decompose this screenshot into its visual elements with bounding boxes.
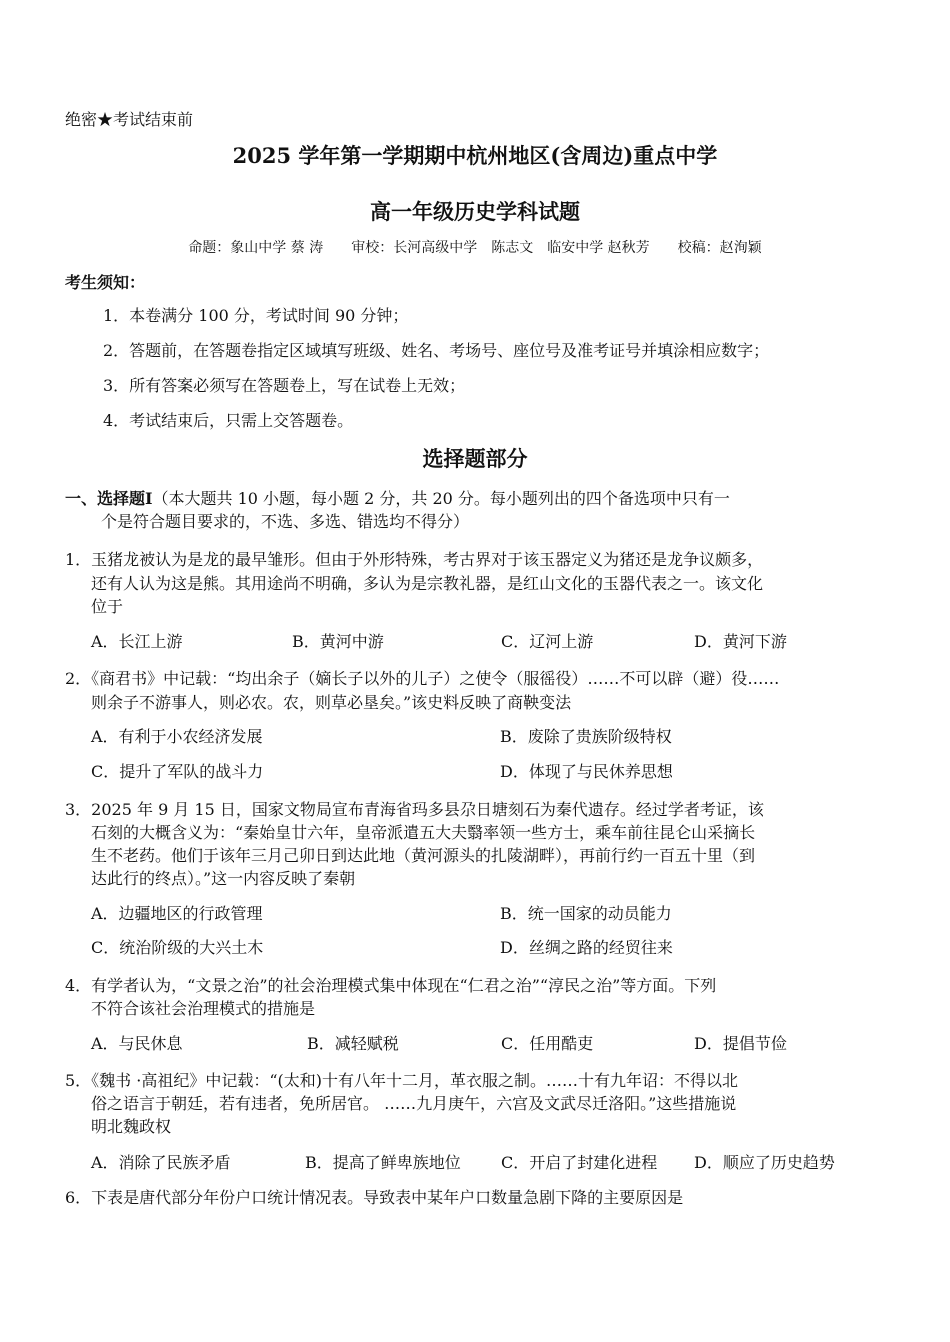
question-2-option-d: D．体现了与民休养思想 [500, 762, 673, 781]
notice-rule: 4．考试结束后，只需上交答题卷。 [103, 411, 354, 430]
question-1-option-c: C．辽河上游 [501, 632, 594, 651]
question-2-option-c: C．提升了军队的战斗力 [91, 762, 264, 781]
question-4-option-b: B．减轻赋税 [307, 1034, 399, 1053]
question-2-option-a: A．有利于小农经济发展 [91, 727, 263, 746]
part-desc-line2: 个是符合题目要求的，不选、多选、错选均不得分） [101, 512, 470, 531]
question-3-option-a: A．边疆地区的行政管理 [91, 904, 263, 923]
part-label: 一、选择题Ⅰ [65, 489, 153, 508]
question-1-option-d: D．黄河下游 [694, 632, 787, 651]
notice-rule: 1．本卷满分 100 分，考试时间 90 分钟； [103, 306, 409, 325]
question-5-option-c: C．开启了封建化进程 [501, 1153, 658, 1172]
question-5-line: 明北魏政权 [91, 1117, 172, 1136]
question-6-line: 6．下表是唐代部分年份户口统计情况表。导致表中某年户口数量急剧下降的主要原因是 [65, 1188, 684, 1207]
question-5-option-a: A．消除了民族矛盾 [91, 1153, 231, 1172]
question-2-line: 则余子不游事人，则必农。农，则草必垦矣。”该史料反映了商鞅变法 [91, 693, 572, 712]
question-3-line: 3．2025 年 9 月 15 日，国家文物局宣布青海省玛多县尕日塘刻石为秦代遗存。经过学者考证，该 [65, 800, 764, 819]
question-1-line: 位于 [91, 597, 124, 616]
question-3-line: 生不老药。他们于该年三月己卯日到达此地（黄河源头的扎陵湖畔），再前行约一百五十里（到 [91, 846, 756, 865]
question-4-line: 不符合该社会治理模式的措施是 [91, 999, 316, 1018]
question-5-line: 5．《魏书 ·高祖纪》中记载：“(太和)十有八年十二月，革衣服之制。……十有九年诏：不得以北 [65, 1071, 739, 1090]
question-1-option-a: A．长江上游 [91, 632, 183, 651]
part-desc: （本大题共 10 小题，每小题 2 分，共 20 分。每小题列出的四个备选项中只有一 [152, 489, 730, 508]
question-4-option-d: D．提倡节俭 [694, 1034, 787, 1053]
question-4-option-c: C．任用酷吏 [501, 1034, 594, 1053]
question-3-option-c: C．统治阶级的大兴土木 [91, 938, 264, 957]
question-1-line: 1．玉猪龙被认为是龙的最早雏形。但由于外形特殊，考古界对于该玉器定义为猪还是龙争议颇多， [65, 550, 764, 569]
notice-heading: 考生须知： [65, 273, 146, 292]
part-heading [65, 486, 730, 509]
notice-rule: 3．所有答案必须写在答题卷上，写在试卷上无效； [103, 376, 466, 395]
confidential-mark: 绝密★考试结束前 [65, 110, 194, 129]
question-1-option-b: B．黄河中游 [292, 632, 384, 651]
question-3-line: 达此行的终点）。”这一内容反映了秦朝 [91, 869, 356, 888]
question-3-option-b: B．统一国家的动员能力 [500, 904, 672, 923]
question-3-line: 石刻的大概含义为：“秦始皇廿六年，皇帝派遣五大夫翳率领一些方士，乘车前往昆仑山采摘长 [91, 823, 756, 842]
credits-line: 命题：象山中学 蔡 涛 审校：长河高级中学 陈志文 临安中学 赵秋芳 校稿：赵洵颖 [188, 240, 762, 256]
question-1-line: 还有人认为这是熊。其用途尚不明确，多认为是宗教礼器，是红山文化的玉器代表之一。该文化 [91, 574, 764, 593]
question-5-line: 俗之语言于朝廷，若有违者，免所居官。 ……九月庚午，六宫及文武尽迁洛阳。”这些措施说 [91, 1094, 737, 1113]
question-3-option-d: D．丝绸之路的经贸往来 [500, 938, 673, 957]
question-5-option-b: B．提高了鲜卑族地位 [305, 1153, 461, 1172]
question-4-option-a: A．与民休息 [91, 1034, 183, 1053]
exam-subtitle: 高一年级历史学科试题 [370, 199, 580, 224]
question-4-line: 4．有学者认为，“文景之治”的社会治理模式集中体现在“仁君之治”“淳民之治”等方面。下列 [65, 976, 717, 995]
section-title: 选择题部分 [422, 446, 528, 471]
notice-rule: 2．答题前，在答题卷指定区域填写班级、姓名、考场号、座位号及准考证号并填涂相应数字； [103, 341, 770, 360]
exam-title: 2025 学年第一学期期中杭州地区(含周边)重点中学 [232, 143, 718, 168]
question-2-line: 2．《商君书》中记载：“均出余子（嫡长子以外的儿子）之使令（服徭役）……不可以辟（避）役…… [65, 669, 780, 688]
question-5-option-d: D．顺应了历史趋势 [694, 1153, 835, 1172]
question-2-option-b: B．废除了贵族阶级特权 [500, 727, 672, 746]
